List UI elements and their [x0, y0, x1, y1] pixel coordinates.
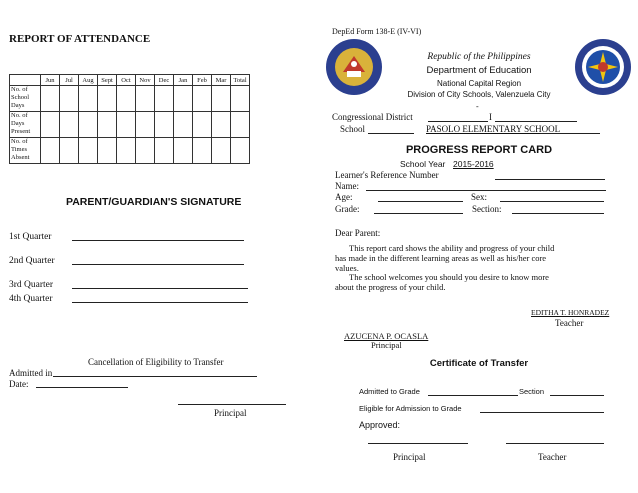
row-label: No. of Days Present: [10, 112, 41, 138]
section-field[interactable]: [512, 213, 604, 214]
dear-parent: Dear Parent:: [335, 228, 381, 238]
attendance-title: REPORT OF ATTENDANCE: [9, 33, 151, 45]
lrn-field[interactable]: [495, 179, 605, 180]
signature-line[interactable]: [72, 264, 244, 265]
grade-label: Grade:: [335, 204, 360, 214]
school-year-label: School Year: [400, 159, 446, 169]
age-label: Age:: [335, 192, 353, 202]
sex-label: Sex:: [471, 192, 488, 202]
quarter-label: 2nd Quarter: [9, 256, 55, 266]
principal-title: Principal: [371, 340, 402, 350]
row-label: No. of Times Absent: [10, 138, 41, 164]
department-label: Department of Education: [426, 65, 532, 76]
teacher-label: Teacher: [555, 318, 584, 328]
admitted-line[interactable]: [53, 376, 257, 377]
approved-label: Approved:: [359, 420, 401, 430]
section-label: Section:: [472, 204, 502, 214]
table-row: [10, 86, 250, 112]
teacher-name: EDITHA T. HONRADEZ: [531, 308, 610, 317]
form-label: DepEd Form 138-E (IV-VI): [332, 27, 422, 36]
lrn-label: Learner's Reference Number: [335, 170, 439, 180]
month-header: Jan: [174, 75, 193, 86]
admitted-label: Admitted in: [9, 368, 53, 378]
date-line[interactable]: [36, 387, 128, 388]
month-header: Total: [231, 75, 250, 86]
teacher-signature-line[interactable]: [506, 443, 604, 444]
month-header: Aug: [79, 75, 98, 86]
transfer-section-field[interactable]: [550, 395, 604, 396]
month-header: Dec: [155, 75, 174, 86]
signature-line[interactable]: [72, 302, 248, 303]
district-value: I: [489, 112, 492, 122]
sex-field[interactable]: [500, 201, 604, 202]
school-year-value: 2015-2016: [453, 159, 494, 169]
quarter-label: 4th Quarter: [9, 294, 53, 304]
eligible-field[interactable]: [480, 412, 604, 413]
teacher-sig-label: Teacher: [538, 452, 567, 462]
division-label: Division of City Schools, Valenzuela City: [407, 90, 551, 99]
month-header: Jul: [60, 75, 79, 86]
school-value: PASOLO ELEMENTARY SCHOOL: [426, 124, 561, 134]
principal-name: AZUCENA P. OCASLA: [344, 331, 429, 341]
republic-label: Republic of the Philippines: [427, 52, 531, 62]
month-header: Nov: [136, 75, 155, 86]
date-label: Date:: [9, 379, 29, 389]
name-field[interactable]: [366, 190, 606, 191]
school-label: School: [340, 124, 366, 134]
attendance-header-row: [10, 75, 250, 86]
table-row: [10, 112, 250, 138]
quarter-label: 1st Quarter: [9, 232, 52, 242]
signature-heading: PARENT/GUARDIAN'S SIGNATURE: [66, 196, 242, 208]
cert-title: Certificate of Transfer: [429, 358, 529, 369]
principal-line[interactable]: [178, 404, 286, 405]
district-label: Congressional District: [332, 112, 413, 122]
letter-line: values.: [335, 263, 359, 273]
admitted-grade-label: Admitted to Grade: [359, 387, 420, 396]
signature-line[interactable]: [72, 240, 244, 241]
month-header: Feb: [193, 75, 212, 86]
letter-line: This report card shows the ability and progress of your child: [349, 243, 555, 253]
month-header: Oct: [117, 75, 136, 86]
eligible-label: Eligible for Admission to Grade: [359, 404, 462, 413]
quarter-label: 3rd Quarter: [9, 280, 54, 290]
letter-line: has made in the different learning areas as well as his/her core: [335, 253, 547, 263]
letter-line: about the progress of your child.: [335, 282, 446, 292]
transfer-section-label: Section: [519, 387, 545, 396]
principal-signature-line[interactable]: [368, 443, 468, 444]
card-title: PROGRESS REPORT CARD: [405, 144, 553, 156]
principal-sig-label: Principal: [393, 452, 426, 462]
admitted-grade-field[interactable]: [428, 395, 518, 396]
division-seal-icon: [325, 38, 383, 96]
month-header: Sept: [98, 75, 117, 86]
grade-field[interactable]: [374, 213, 463, 214]
name-label: Name:: [335, 181, 359, 191]
principal-label: Principal: [214, 408, 247, 418]
letter-line: The school welcomes you should you desire to know more: [349, 272, 549, 282]
age-field[interactable]: [378, 201, 463, 202]
deped-seal-icon: [574, 38, 632, 96]
table-row: [10, 138, 250, 164]
region-label: National Capital Region: [436, 79, 522, 88]
month-header: Jun: [41, 75, 60, 86]
month-header: Mar: [212, 75, 231, 86]
dash: -: [476, 102, 479, 111]
cancel-title: Cancellation of Eligibility to Transfer: [88, 357, 224, 367]
signature-line[interactable]: [72, 288, 248, 289]
attendance-table: [9, 74, 250, 164]
row-label: No. of School Days: [10, 86, 41, 112]
